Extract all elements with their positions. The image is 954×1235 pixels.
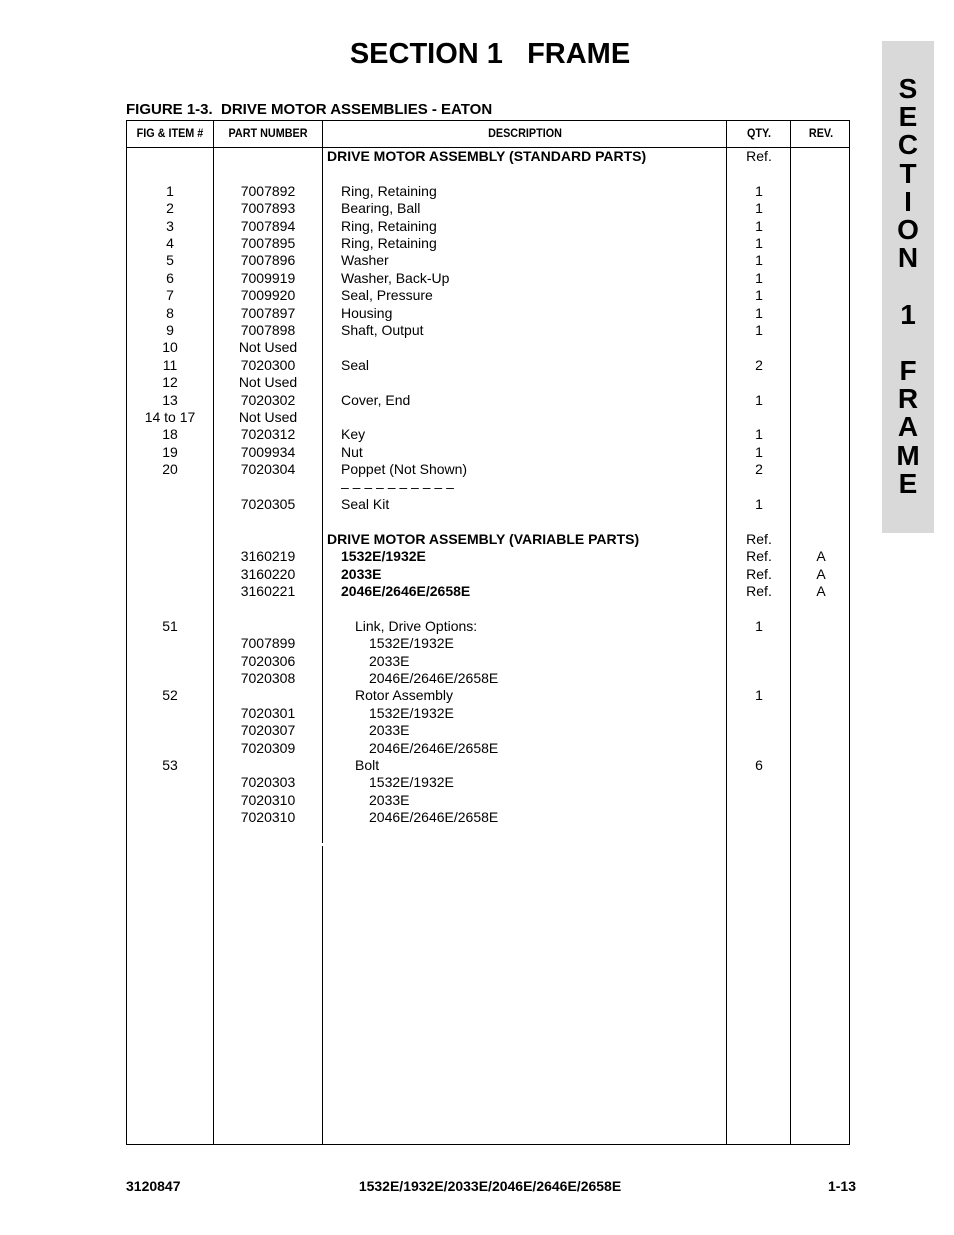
part-number-cell: 7020306 xyxy=(240,652,296,669)
part-number-cell: 7007896 xyxy=(240,252,296,269)
part-number-cell: 7020300 xyxy=(240,356,296,373)
table-row xyxy=(127,148,849,165)
part-number-cell: 3160219 xyxy=(240,548,296,565)
rev-cell: A xyxy=(816,548,826,565)
description-cell: 2046E/2646E/2658E xyxy=(369,739,499,756)
footer-doc-number: 3120847 xyxy=(126,1178,181,1194)
fig-item-cell: 20 xyxy=(162,461,178,478)
qty-cell: Ref. xyxy=(746,565,772,582)
table-row xyxy=(127,653,849,670)
parts-table xyxy=(126,120,850,1145)
side-tab-letter: F xyxy=(899,355,917,386)
qty-cell: Ref. xyxy=(746,530,772,547)
part-number-cell: 7020309 xyxy=(240,739,296,756)
qty-cell: 1 xyxy=(755,426,763,443)
fig-item-cell: 12 xyxy=(162,374,178,391)
description-cell: Seal, Pressure xyxy=(341,287,433,304)
table-row xyxy=(127,792,849,809)
description-cell: 2033E xyxy=(369,791,410,808)
page-title: SECTION 1 FRAME xyxy=(349,38,631,70)
description-cell: Link, Drive Options: xyxy=(355,617,478,634)
table-row xyxy=(127,722,849,739)
part-number-cell: 7020303 xyxy=(240,774,296,791)
table-row xyxy=(127,339,849,356)
table-row xyxy=(127,444,849,461)
table-row xyxy=(127,566,849,583)
fig-item-cell: 8 xyxy=(166,304,174,321)
header-rev: REV. xyxy=(808,126,834,140)
fig-item-cell: 51 xyxy=(162,617,178,634)
fig-item-cell: 3 xyxy=(166,217,174,234)
table-row xyxy=(127,305,849,322)
side-tab-letter: E xyxy=(898,101,918,133)
part-number-cell: 7020308 xyxy=(240,670,296,686)
table-row xyxy=(127,287,849,304)
side-tab-letter: 1 xyxy=(900,298,916,330)
description-cell: 1532E/1932E xyxy=(369,704,454,721)
part-number-cell: 7020305 xyxy=(240,496,296,512)
part-number-cell: 7009919 xyxy=(240,269,296,286)
part-number-cell: Not Used xyxy=(238,409,298,425)
description-cell: 2046E/2646E/2658E xyxy=(369,670,499,686)
qty-cell: 1 xyxy=(755,322,763,338)
table-row xyxy=(127,200,849,217)
side-tab-letter: M xyxy=(896,439,920,471)
header-part-number: PART NUMBER xyxy=(228,126,308,140)
description-cell: Nut xyxy=(341,443,363,460)
qty-cell: 1 xyxy=(755,182,763,199)
qty-cell: Ref. xyxy=(746,583,772,599)
table-row xyxy=(127,600,849,617)
description-cell: 2033E xyxy=(341,565,382,582)
description-cell: Poppet (Not Shown) xyxy=(341,461,468,478)
table-row xyxy=(127,218,849,235)
fig-item-cell: 11 xyxy=(162,356,178,373)
fig-item-cell: 9 xyxy=(166,322,174,338)
part-number-cell: 7007897 xyxy=(240,304,296,321)
part-number-cell: 7020312 xyxy=(240,426,296,443)
description-cell: Ring, Retaining xyxy=(341,235,437,251)
qty-cell: 1 xyxy=(755,287,763,304)
fig-item-cell: 4 xyxy=(166,235,174,251)
description-cell: Ring, Retaining xyxy=(341,217,437,234)
footer-models: 1532E/1932E/2033E/2046E/2646E/2658E xyxy=(358,1178,622,1194)
table-row xyxy=(127,583,849,600)
qty-cell: 1 xyxy=(755,496,763,512)
description-cell: Seal Kit xyxy=(341,496,390,512)
side-tab-letter: R xyxy=(897,383,919,415)
part-number-cell: 7007892 xyxy=(240,182,296,199)
part-number-cell: 7020307 xyxy=(240,722,296,739)
part-number-cell: 7007899 xyxy=(240,635,296,652)
side-tab-letter: O xyxy=(897,214,919,245)
table-row xyxy=(127,183,849,200)
description-cell: 1532E/1932E xyxy=(341,548,426,565)
part-number-cell: 7020302 xyxy=(240,391,296,408)
description-cell: Seal xyxy=(341,356,370,373)
part-number-cell: 7007895 xyxy=(240,235,296,251)
side-tab-letter: E xyxy=(898,467,918,499)
fig-item-cell: 13 xyxy=(162,391,178,408)
description-cell: 2046E/2646E/2658E xyxy=(341,583,471,599)
description-cell: 1532E/1932E xyxy=(369,635,454,652)
table-row xyxy=(127,531,849,548)
part-number-cell: 7020301 xyxy=(240,704,296,721)
description-cell: 2046E/2646E/2658E xyxy=(369,809,499,826)
part-number-cell: 7020304 xyxy=(240,461,296,478)
part-number-cell: Not Used xyxy=(238,374,298,391)
fig-item-cell: 14 to 17 xyxy=(144,409,196,425)
table-row xyxy=(127,774,849,791)
fig-item-cell: 10 xyxy=(162,339,178,356)
fig-item-cell: 7 xyxy=(166,287,174,304)
part-number-cell: 3160220 xyxy=(240,565,296,582)
description-cell: Cover, End xyxy=(341,391,411,408)
part-number-cell: 7009934 xyxy=(240,443,296,460)
table-row xyxy=(127,426,849,443)
qty-cell: Ref. xyxy=(746,148,772,164)
table-row xyxy=(127,809,849,826)
description-cell: Bolt xyxy=(355,757,380,773)
part-number-cell: 7007893 xyxy=(240,200,296,217)
side-tab-letter: I xyxy=(904,185,912,217)
description-cell: Washer, Back-Up xyxy=(341,269,450,286)
description-cell: DRIVE MOTOR ASSEMBLY (VARIABLE PARTS) xyxy=(327,530,640,547)
qty-cell: 1 xyxy=(755,269,763,286)
qty-cell: 6 xyxy=(755,757,763,773)
qty-cell: 1 xyxy=(755,617,763,634)
description-cell: DRIVE MOTOR ASSEMBLY (STANDARD PARTS) xyxy=(327,148,647,164)
table-row xyxy=(127,687,849,704)
table-row xyxy=(127,635,849,652)
qty-cell: Ref. xyxy=(746,548,772,565)
table-row xyxy=(127,496,849,513)
part-number-cell: Not Used xyxy=(238,339,298,356)
fig-item-cell: 53 xyxy=(162,757,178,773)
description-cell: Shaft, Output xyxy=(341,322,424,338)
description-cell: 2033E xyxy=(369,722,410,739)
table-row xyxy=(127,392,849,409)
description-cell: 1532E/1932E xyxy=(369,774,454,791)
description-cell: 2033E xyxy=(369,652,410,669)
table-row xyxy=(127,757,849,774)
description-cell: Rotor Assembly xyxy=(355,687,454,704)
qty-cell: 1 xyxy=(755,217,763,234)
table-header xyxy=(127,121,849,148)
figure-caption: FIGURE 1-3. DRIVE MOTOR ASSEMBLIES - EATON xyxy=(126,101,493,118)
table-row xyxy=(127,252,849,269)
fig-item-cell: 52 xyxy=(162,687,178,704)
qty-cell: 2 xyxy=(755,356,763,373)
side-tab-letter: A xyxy=(897,411,919,443)
table-row xyxy=(127,374,849,391)
table-row xyxy=(127,670,849,687)
qty-cell: 1 xyxy=(755,304,763,321)
part-number-cell: 7009920 xyxy=(240,287,296,304)
part-number-cell: 3160221 xyxy=(240,583,296,599)
table-row xyxy=(127,479,849,496)
part-number-cell: 7020310 xyxy=(240,791,296,808)
part-number-cell: 7020310 xyxy=(240,809,296,826)
qty-cell: 1 xyxy=(755,235,763,251)
fig-item-cell: 5 xyxy=(166,252,174,269)
header-description: DESCRIPTION xyxy=(488,126,562,140)
table-row xyxy=(127,235,849,252)
table-row xyxy=(127,409,849,426)
qty-cell: 1 xyxy=(755,252,763,269)
description-cell: Key xyxy=(341,426,366,443)
section-side-tab xyxy=(882,41,934,533)
fig-item-cell: 1 xyxy=(166,182,174,199)
header-qty: QTY. xyxy=(746,126,771,140)
qty-cell: 1 xyxy=(755,200,763,217)
column-divider xyxy=(322,846,323,1144)
header-fig-item: FIG & ITEM # xyxy=(136,126,204,140)
fig-item-cell: 6 xyxy=(166,269,174,286)
fig-item-cell: 2 xyxy=(166,200,174,217)
description-cell: Washer xyxy=(341,252,389,269)
table-row xyxy=(127,618,849,635)
side-tab-letter: S xyxy=(898,73,918,104)
fig-item-cell: 18 xyxy=(162,426,178,443)
qty-cell: 1 xyxy=(755,391,763,408)
table-row xyxy=(127,513,849,530)
description-cell: – – – – – – – – – – xyxy=(341,478,454,495)
description-cell: Ring, Retaining xyxy=(341,182,437,199)
table-row xyxy=(127,322,849,339)
side-tab-letter: C xyxy=(897,129,919,161)
table-row xyxy=(127,165,849,182)
table-row xyxy=(127,461,849,478)
table-row xyxy=(127,705,849,722)
part-number-cell: 7007894 xyxy=(240,217,296,234)
rev-cell: A xyxy=(816,565,826,582)
qty-cell: 2 xyxy=(755,461,763,478)
fig-item-cell: 19 xyxy=(162,443,178,460)
description-cell: Housing xyxy=(341,304,393,321)
table-row xyxy=(127,740,849,757)
part-number-cell: 7007898 xyxy=(240,322,296,338)
table-row xyxy=(127,270,849,287)
footer-page-number: 1-13 xyxy=(827,1178,856,1194)
table-row xyxy=(127,357,849,374)
qty-cell: 1 xyxy=(755,687,763,704)
rev-cell: A xyxy=(816,583,826,599)
qty-cell: 1 xyxy=(755,443,763,460)
description-cell: Bearing, Ball xyxy=(341,200,421,217)
side-tab-letter: T xyxy=(899,157,917,189)
table-row xyxy=(127,548,849,565)
side-tab-letter: N xyxy=(897,242,919,274)
